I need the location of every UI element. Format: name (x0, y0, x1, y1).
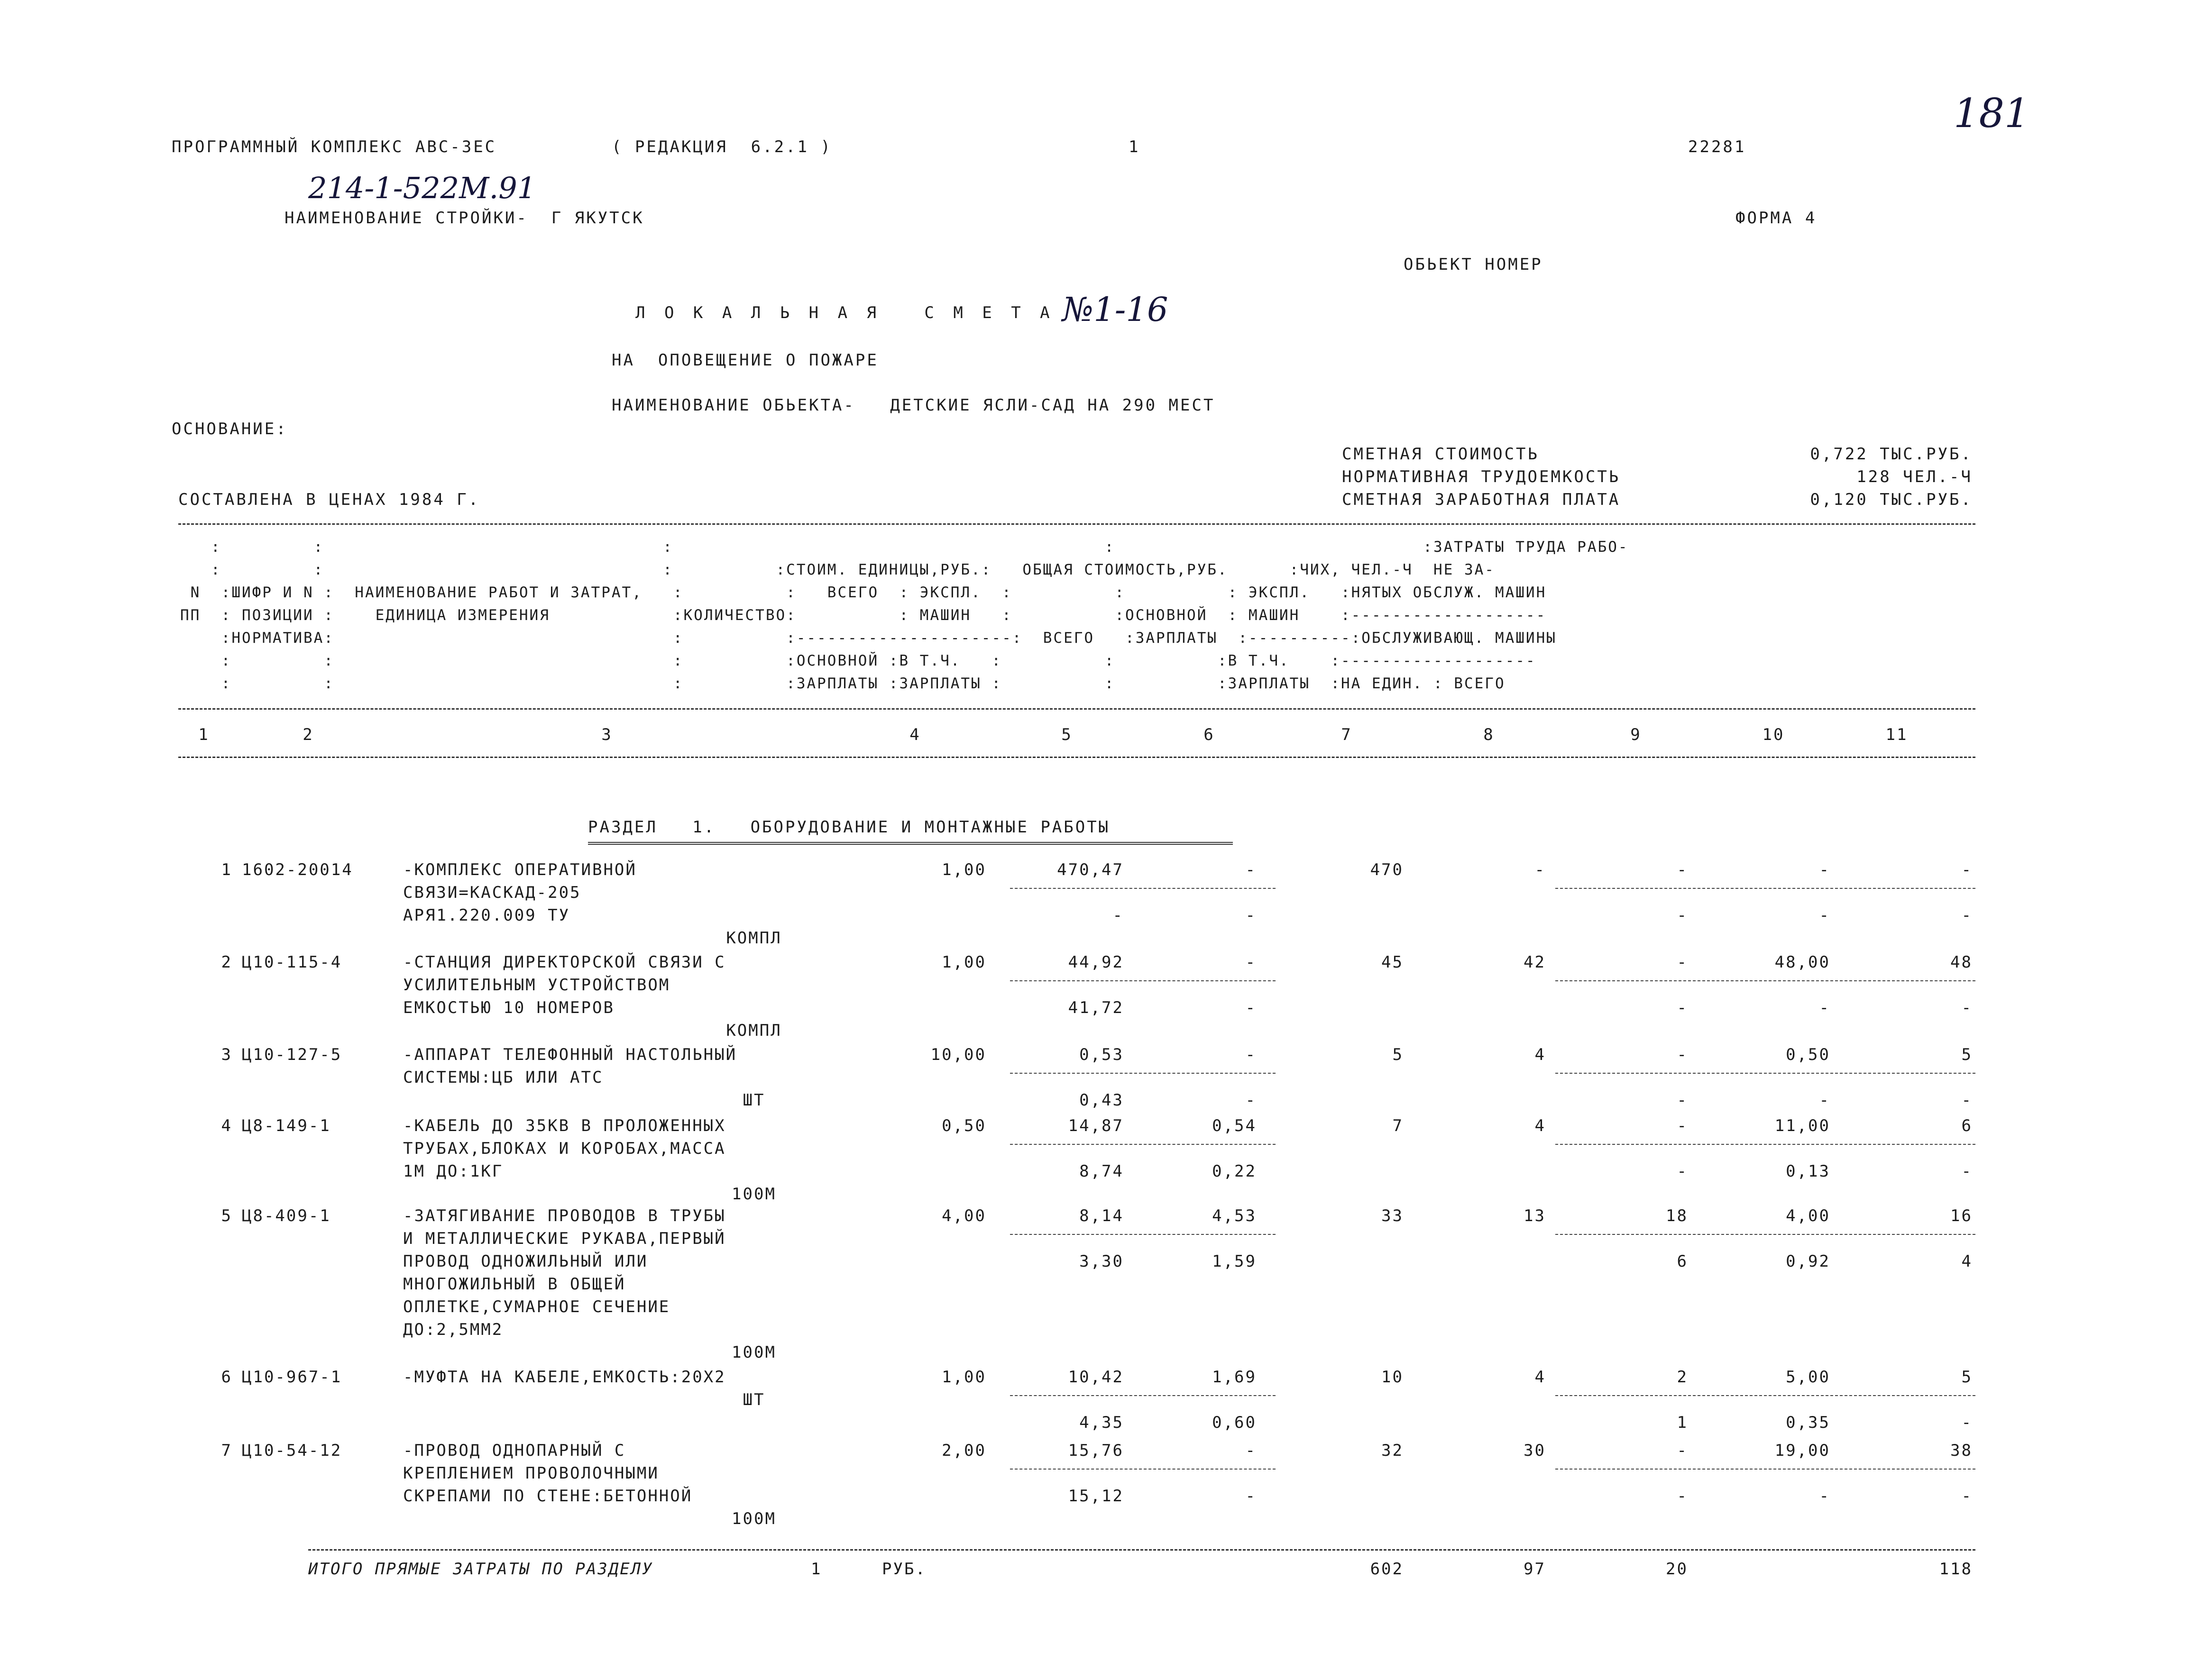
unit-cost-total: 0,53 (1079, 1045, 1124, 1064)
labor-per-unit: 11,00 (1774, 1116, 1830, 1135)
total-machines-wage: - (1677, 906, 1688, 925)
unit-cost-machines: 1,69 (1212, 1368, 1257, 1387)
summary-label-labor: НОРМАТИВНАЯ ТРУДОЕМКОСТЬ (1342, 467, 1621, 486)
item-quantity: 0,50 (942, 1116, 986, 1135)
labor-machines-per-unit: - (1819, 998, 1830, 1017)
item-quantity: 1,00 (942, 860, 986, 879)
total-machines-wage: - (1677, 1487, 1688, 1506)
column-number: 11 (1885, 725, 1908, 744)
item-name-line: ТРУБАХ,БЛОКАХ И КОРОБАХ,МАССА (403, 1139, 726, 1158)
edition-info: ( РЕДАКЦИЯ 6.2.1 ) (612, 137, 832, 156)
labor-machines-total: 4 (1961, 1252, 1973, 1271)
labor-machines-per-unit: 0,92 (1786, 1252, 1830, 1271)
item-code: Ц10-54-12 (242, 1441, 342, 1460)
item-unit: ШТ (743, 1091, 765, 1110)
totals-currency: РУБ. (882, 1560, 927, 1579)
item-name-line: И МЕТАЛЛИЧЕСКИЕ РУКАВА,ПЕРВЫЙ (403, 1229, 726, 1248)
summary-value-cost: 0,722 ТЫС.РУБ. (1810, 445, 1973, 464)
column-number: 4 (909, 725, 921, 744)
labor-per-unit: 5,00 (1786, 1368, 1830, 1387)
item-name-line: ОПЛЕТКЕ,СУМАРНОЕ СЕЧЕНИЕ (403, 1297, 670, 1316)
total-machines: - (1677, 1441, 1688, 1460)
item-code: 1602-20014 (242, 860, 353, 879)
summary-label-wage: СМЕТНАЯ ЗАРАБОТНАЯ ПЛАТА (1342, 490, 1621, 509)
item-number: 7 (221, 1441, 232, 1460)
page-number: 1 (1129, 137, 1140, 156)
item-quantity: 2,00 (942, 1441, 986, 1460)
total-cost: 5 (1392, 1045, 1404, 1064)
unit-cost-machines-wage: - (1245, 906, 1257, 925)
labor-machines-per-unit: 0,35 (1786, 1413, 1830, 1432)
right-block-rule (1555, 1469, 1975, 1470)
item-name-line: СКРЕПАМИ ПО СТЕНЕ:БЕТОННОЙ (403, 1487, 693, 1506)
unit-cost-wage: 41,72 (1068, 998, 1124, 1017)
right-block-rule (1555, 980, 1975, 981)
total-cost: 470 (1370, 860, 1404, 879)
totals-total: 602 (1370, 1560, 1404, 1579)
section-title: РАЗДЕЛ 1. ОБОРУДОВАНИЕ И МОНТАЖНЫЕ РАБОТЫ (588, 818, 1111, 837)
summary-value-wage: 0,120 ТЫС.РУБ. (1810, 490, 1973, 509)
unit-cost-machines-wage: - (1245, 1487, 1257, 1506)
labor-per-unit: - (1819, 860, 1830, 879)
total-wage: 42 (1524, 953, 1546, 972)
item-name-line: УСИЛИТЕЛЬНЫМ УСТРОЙСТВОМ (403, 976, 670, 995)
header-line-4: ПП : ПОЗИЦИИ : ЕДИНИЦА ИЗМЕРЕНИЯ :КОЛИЧЕСТВО: : МАШИН : :ОСНОВНОЙ : МАШИН :------------------- (180, 607, 1547, 624)
unit-cost-total: 8,14 (1079, 1206, 1124, 1225)
labor-per-unit: 48,00 (1774, 953, 1830, 972)
unit-cost-total: 15,76 (1068, 1441, 1124, 1460)
total-machines-wage: 6 (1677, 1252, 1688, 1271)
item-name-line: СИСТЕМЫ:ЦБ ИЛИ АТС (403, 1068, 604, 1087)
total-wage: 30 (1524, 1441, 1546, 1460)
total-machines: - (1677, 1116, 1688, 1135)
right-block-rule (1555, 888, 1975, 889)
item-unit: ШТ (743, 1390, 765, 1409)
unit-cost-wage: 3,30 (1079, 1252, 1124, 1271)
unit-cost-rule (1010, 1234, 1276, 1235)
labor-machines-total: - (1961, 1487, 1973, 1506)
item-quantity: 4,00 (942, 1206, 986, 1225)
unit-cost-total: 14,87 (1068, 1116, 1124, 1135)
total-wage: 4 (1534, 1116, 1546, 1135)
unit-cost-wage: 4,35 (1079, 1413, 1124, 1432)
unit-cost-machines: - (1245, 860, 1257, 879)
labor-machines-total: - (1961, 1413, 1973, 1432)
unit-cost-rule (1010, 888, 1276, 889)
total-machines: 18 (1666, 1206, 1688, 1225)
header-rule-mid (178, 708, 1975, 710)
column-number: 2 (303, 725, 314, 744)
totals-mach: 20 (1666, 1560, 1688, 1579)
item-number: 3 (221, 1045, 232, 1064)
item-number: 4 (221, 1116, 232, 1135)
column-number: 7 (1341, 725, 1352, 744)
labor-machines-total: - (1961, 998, 1973, 1017)
total-machines: - (1677, 1045, 1688, 1064)
unit-cost-total: 470,47 (1057, 860, 1124, 879)
item-name-line: -КАБЕЛЬ ДО 35КВ В ПРОЛОЖЕННЫХ (403, 1116, 726, 1135)
labor-machines-per-unit: 0,13 (1786, 1162, 1830, 1181)
labor-per-unit: 0,50 (1786, 1045, 1830, 1064)
item-name-line: -ПРОВОД ОДНОПАРНЫЙ С (403, 1441, 626, 1460)
item-code: Ц8-149-1 (242, 1116, 331, 1135)
total-cost: 32 (1381, 1441, 1404, 1460)
unit-cost-machines-wage: 1,59 (1212, 1252, 1257, 1271)
header-line-7: : : : :ЗАРПЛАТЫ :ЗАРПЛАТЫ : : :ЗАРПЛАТЫ :НА ЕДИН. : ВСЕГО (180, 675, 1506, 692)
basis-label: ОСНОВАНИЕ: (172, 420, 288, 438)
right-block-rule (1555, 1395, 1975, 1396)
item-code: Ц10-115-4 (242, 953, 342, 972)
unit-cost-rule (1010, 980, 1276, 981)
unit-cost-machines-wage: 0,60 (1212, 1413, 1257, 1432)
item-quantity: 1,00 (942, 1368, 986, 1387)
unit-cost-wage: 15,12 (1068, 1487, 1124, 1506)
column-number: 8 (1483, 725, 1495, 744)
totals-rule (308, 1549, 1975, 1551)
unit-cost-rule (1010, 1144, 1276, 1145)
labor-total: - (1961, 860, 1973, 879)
column-number: 6 (1203, 725, 1215, 744)
item-unit: 100М (732, 1509, 776, 1528)
unit-cost-wage: 8,74 (1079, 1162, 1124, 1181)
total-wage: 4 (1534, 1368, 1546, 1387)
column-number: 1 (198, 725, 210, 744)
labor-total: 5 (1961, 1368, 1973, 1387)
item-number: 2 (221, 953, 232, 972)
prices-note: СОСТАВЛЕНА В ЦЕНАХ 1984 Г. (178, 490, 480, 509)
unit-cost-machines-wage: 0,22 (1212, 1162, 1257, 1181)
unit-cost-wage: - (1112, 906, 1124, 925)
item-name-line: СВЯЗИ=КАСКАД-205 (403, 883, 581, 902)
total-machines: - (1677, 953, 1688, 972)
total-machines: - (1677, 860, 1688, 879)
labor-total: 5 (1961, 1045, 1973, 1064)
item-unit: КОМПЛ (726, 929, 782, 948)
totals-section-number: 1 (811, 1560, 822, 1579)
unit-cost-machines: 4,53 (1212, 1206, 1257, 1225)
program-name: ПРОГРАММНЫЙ КОМПЛЕКС АВС-3ЕС (172, 137, 497, 156)
right-block-rule (1555, 1144, 1975, 1145)
unit-cost-total: 44,92 (1068, 953, 1124, 972)
labor-machines-total: - (1961, 1091, 1973, 1110)
item-code: Ц10-967-1 (242, 1368, 342, 1387)
item-name-line: -ЗАТЯГИВАНИЕ ПРОВОДОВ В ТРУБЫ (403, 1206, 726, 1225)
project-code-handwritten: 214-1-522М.91 (308, 171, 536, 205)
item-name-line: АРЯ1.220.009 ТУ (403, 906, 570, 925)
labor-per-unit: 4,00 (1786, 1206, 1830, 1225)
unit-cost-machines: - (1245, 953, 1257, 972)
document-title: Л О К А Л Ь Н А Я С М Е Т А (635, 303, 1055, 322)
item-name-line: МНОГОЖИЛЬНЫЙ В ОБЩЕЙ (403, 1275, 626, 1294)
column-number: 3 (601, 725, 613, 744)
item-number: 6 (221, 1368, 232, 1387)
unit-cost-total: 10,42 (1068, 1368, 1124, 1387)
right-block-rule (1555, 1234, 1975, 1235)
form-number: ФОРМА 4 (1735, 209, 1817, 228)
labor-total: 38 (1950, 1441, 1973, 1460)
total-machines-wage: 1 (1677, 1413, 1688, 1432)
labor-total: 48 (1950, 953, 1973, 972)
unit-cost-machines: - (1245, 1045, 1257, 1064)
item-name-line: -МУФТА НА КАБЕЛЕ,ЕМКОСТЬ:20Х2 (403, 1368, 726, 1387)
header-rule-top (178, 523, 1975, 525)
item-unit: КОМПЛ (726, 1021, 782, 1040)
item-number: 1 (221, 860, 232, 879)
item-unit: 100М (732, 1343, 776, 1362)
item-name-line: 1М ДО:1КГ (403, 1162, 504, 1181)
estimate-number-handwritten: №1-16 (1062, 290, 1168, 329)
summary-value-labor: 128 ЧЕЛ.-Ч (1856, 467, 1973, 486)
total-cost: 33 (1381, 1206, 1404, 1225)
labor-machines-per-unit: - (1819, 1487, 1830, 1506)
column-number: 10 (1762, 725, 1785, 744)
right-block-rule (1555, 1073, 1975, 1074)
item-quantity: 1,00 (942, 953, 986, 972)
object-number-label: ОБЬЕКТ НОМЕР (1404, 255, 1543, 274)
sheet-number-handwritten: 181 (1954, 90, 2030, 137)
item-code: Ц10-127-5 (242, 1045, 342, 1064)
unit-cost-rule (1010, 1395, 1276, 1396)
totals-wage: 97 (1524, 1560, 1546, 1579)
header-line-2: : : : :СТОИМ. ЕДИНИЦЫ,РУБ.: ОБЩАЯ СТОИМОСТЬ,РУБ. :ЧИХ, ЧЕЛ.-Ч НЕ ЗА- (180, 561, 1495, 578)
object-name: НАИМЕНОВАНИЕ ОБЬЕКТА- ДЕТСКИЕ ЯСЛИ-САД НА 290 МЕСТ (612, 396, 1215, 415)
total-cost: 10 (1381, 1368, 1404, 1387)
total-machines-wage: - (1677, 1091, 1688, 1110)
unit-cost-rule (1010, 1073, 1276, 1074)
item-quantity: 10,00 (930, 1045, 986, 1064)
total-machines-wage: - (1677, 1162, 1688, 1181)
construction-name: НАИМЕНОВАНИЕ СТРОЙКИ- Г ЯКУТСК (285, 209, 644, 228)
unit-cost-machines: - (1245, 1441, 1257, 1460)
unit-cost-rule (1010, 1469, 1276, 1470)
header-line-5: :НОРМАТИВА: : :---------------------: ВСЕГО :ЗАРПЛАТЫ :----------:ОБСЛУЖИВАЮЩ. МАШИНЫ (180, 630, 1557, 647)
header-line-3: N :ШИФР И N : НАИМЕНОВАНИЕ РАБОТ И ЗАТРАТ, : : ВСЕГО : ЭКСПЛ. : : : ЭКСПЛ. :НЯТЫХ ОБСЛУЖ. МАШИН (180, 584, 1547, 601)
labor-machines-total: - (1961, 906, 1973, 925)
section-title-underline (588, 842, 1233, 845)
total-machines-wage: - (1677, 998, 1688, 1017)
unit-cost-machines-wage: - (1245, 1091, 1257, 1110)
labor-total: 16 (1950, 1206, 1973, 1225)
total-wage: - (1534, 860, 1546, 879)
estimate-subject: НА ОПОВЕЩЕНИЕ О ПОЖАРЕ (612, 351, 879, 370)
column-number: 9 (1630, 725, 1642, 744)
header-line-1: : : : : :ЗАТРАТЫ ТРУДА РАБО- (180, 539, 1629, 556)
document-code: 22281 (1688, 137, 1746, 156)
item-name-line: -СТАНЦИЯ ДИРЕКТОРСКОЙ СВЯЗИ С (403, 953, 726, 972)
labor-machines-per-unit: - (1819, 906, 1830, 925)
unit-cost-machines: 0,54 (1212, 1116, 1257, 1135)
totals-label: ИТОГО ПРЯМЫЕ ЗАТРАТЫ ПО РАЗДЕЛУ (308, 1560, 653, 1579)
item-name-line: -КОМПЛЕКС ОПЕРАТИВНОЙ (403, 860, 637, 879)
header-line-6: : : : :ОСНОВНОЙ :В Т.Ч. : : :В Т.Ч. :------------------- (180, 652, 1536, 669)
total-wage: 13 (1524, 1206, 1546, 1225)
item-name-line: КРЕПЛЕНИЕМ ПРОВОЛОЧНЫМИ (403, 1464, 659, 1483)
total-cost: 45 (1381, 953, 1404, 972)
summary-label-cost: СМЕТНАЯ СТОИМОСТЬ (1342, 445, 1539, 464)
item-code: Ц8-409-1 (242, 1206, 331, 1225)
unit-cost-wage: 0,43 (1079, 1091, 1124, 1110)
labor-machines-total: - (1961, 1162, 1973, 1181)
item-unit: 100М (732, 1185, 776, 1204)
totals-labor: 118 (1939, 1560, 1973, 1579)
item-name-line: -АППАРАТ ТЕЛЕФОННЫЙ НАСТОЛЬНЫЙ (403, 1045, 737, 1064)
item-number: 5 (221, 1206, 232, 1225)
total-wage: 4 (1534, 1045, 1546, 1064)
labor-per-unit: 19,00 (1774, 1441, 1830, 1460)
item-name-line: ПРОВОД ОДНОЖИЛЬНЫЙ ИЛИ (403, 1252, 648, 1271)
labor-total: 6 (1961, 1116, 1973, 1135)
item-name-line: ДО:2,5ММ2 (403, 1320, 504, 1339)
header-rule-bottom (178, 757, 1975, 758)
unit-cost-machines-wage: - (1245, 998, 1257, 1017)
item-name-line: ЕМКОСТЬЮ 10 НОМЕРОВ (403, 998, 615, 1017)
total-machines: 2 (1677, 1368, 1688, 1387)
labor-machines-per-unit: - (1819, 1091, 1830, 1110)
column-number: 5 (1061, 725, 1073, 744)
total-cost: 7 (1392, 1116, 1404, 1135)
